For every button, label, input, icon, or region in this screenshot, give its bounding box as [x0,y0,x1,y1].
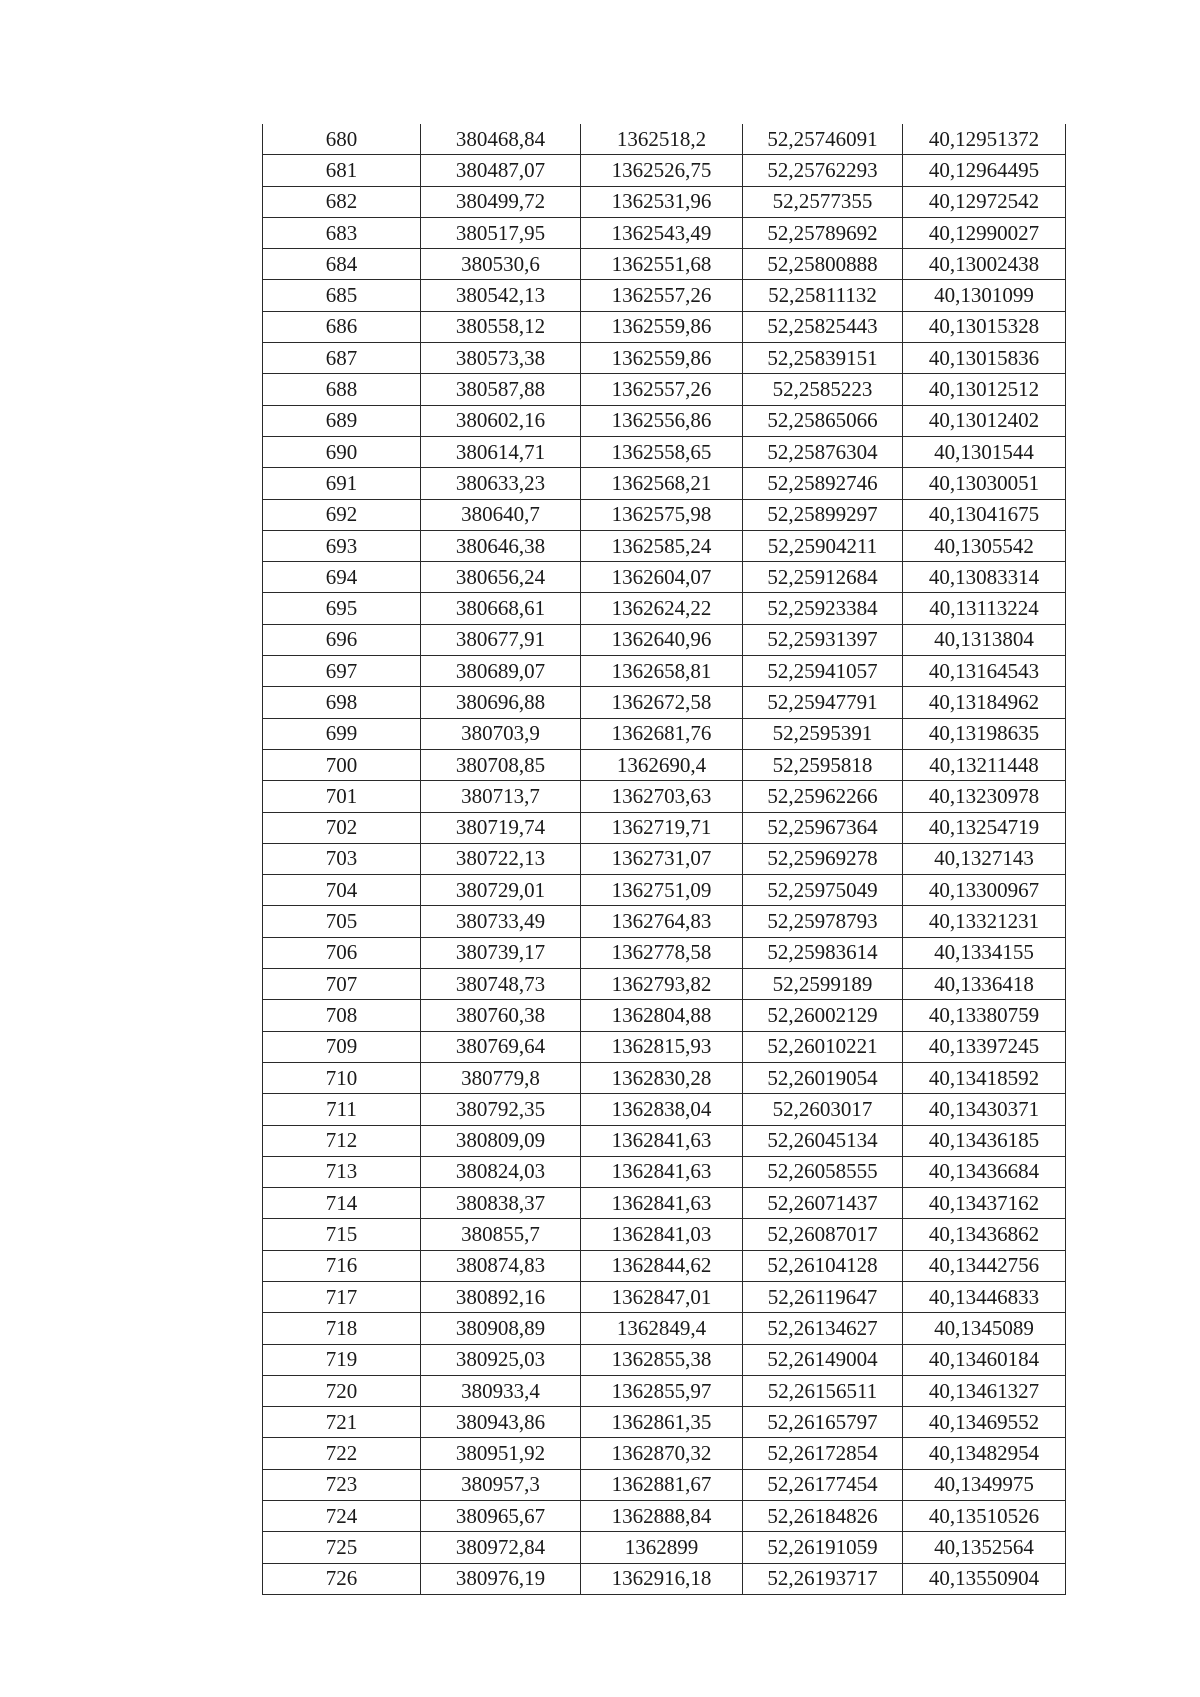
coordinates-table [262,124,1066,1595]
x-coordinate-cell: 380573,38 [421,343,581,374]
point-number-cell: 722 [263,1438,421,1469]
table-row [263,1438,1066,1469]
longitude-cell: 40,1334155 [903,937,1066,968]
x-coordinate-cell: 380530,6 [421,249,581,280]
y-coordinate-cell: 1362855,97 [581,1375,743,1406]
x-coordinate-cell: 380602,16 [421,405,581,436]
x-coordinate-cell: 380722,13 [421,843,581,874]
point-number-cell: 694 [263,562,421,593]
y-coordinate-cell: 1362672,58 [581,687,743,718]
table-row [263,530,1066,561]
latitude-cell: 52,25975049 [743,875,903,906]
longitude-cell: 40,12972542 [903,186,1066,217]
longitude-cell: 40,13460184 [903,1344,1066,1375]
longitude-cell: 40,13002438 [903,249,1066,280]
table-row [263,624,1066,655]
table-row [263,1156,1066,1187]
y-coordinate-cell: 1362557,26 [581,374,743,405]
latitude-cell: 52,25811132 [743,280,903,311]
point-number-cell: 724 [263,1501,421,1532]
latitude-cell: 52,25746091 [743,124,903,155]
table-row [263,937,1066,968]
point-number-cell: 721 [263,1407,421,1438]
point-number-cell: 720 [263,1375,421,1406]
x-coordinate-cell: 380640,7 [421,499,581,530]
point-number-cell: 685 [263,280,421,311]
longitude-cell: 40,13113224 [903,593,1066,624]
latitude-cell: 52,25789692 [743,217,903,248]
table-row [263,1501,1066,1532]
table-row [263,1344,1066,1375]
latitude-cell: 52,2599189 [743,969,903,1000]
table-row [263,562,1066,593]
x-coordinate-cell: 380824,03 [421,1156,581,1187]
point-number-cell: 710 [263,1062,421,1093]
longitude-cell: 40,12951372 [903,124,1066,155]
x-coordinate-cell: 380542,13 [421,280,581,311]
y-coordinate-cell: 1362830,28 [581,1062,743,1093]
latitude-cell: 52,26010221 [743,1031,903,1062]
y-coordinate-cell: 1362518,2 [581,124,743,155]
y-coordinate-cell: 1362703,63 [581,781,743,812]
latitude-cell: 52,2595391 [743,718,903,749]
latitude-cell: 52,25923384 [743,593,903,624]
x-coordinate-cell: 380965,67 [421,1501,581,1532]
longitude-cell: 40,1345089 [903,1313,1066,1344]
latitude-cell: 52,25978793 [743,906,903,937]
point-number-cell: 702 [263,812,421,843]
longitude-cell: 40,1301099 [903,280,1066,311]
longitude-cell: 40,1349975 [903,1469,1066,1500]
latitude-cell: 52,25941057 [743,656,903,687]
table-row [263,217,1066,248]
table-row [263,249,1066,280]
table-row [263,343,1066,374]
y-coordinate-cell: 1362543,49 [581,217,743,248]
latitude-cell: 52,25876304 [743,436,903,467]
longitude-cell: 40,13380759 [903,1000,1066,1031]
table-row [263,812,1066,843]
point-number-cell: 684 [263,249,421,280]
y-coordinate-cell: 1362751,09 [581,875,743,906]
x-coordinate-cell: 380558,12 [421,311,581,342]
longitude-cell: 40,1301544 [903,436,1066,467]
latitude-cell: 52,25800888 [743,249,903,280]
latitude-cell: 52,2595818 [743,749,903,780]
point-number-cell: 719 [263,1344,421,1375]
point-number-cell: 686 [263,311,421,342]
x-coordinate-cell: 380951,92 [421,1438,581,1469]
y-coordinate-cell: 1362804,88 [581,1000,743,1031]
table-row [263,1219,1066,1250]
point-number-cell: 714 [263,1188,421,1219]
y-coordinate-cell: 1362855,38 [581,1344,743,1375]
point-number-cell: 725 [263,1532,421,1563]
point-number-cell: 705 [263,906,421,937]
longitude-cell: 40,13184962 [903,687,1066,718]
latitude-cell: 52,26177454 [743,1469,903,1500]
point-number-cell: 711 [263,1094,421,1125]
y-coordinate-cell: 1362861,35 [581,1407,743,1438]
table-row [263,1062,1066,1093]
latitude-cell: 52,25962266 [743,781,903,812]
table-row [263,687,1066,718]
point-number-cell: 718 [263,1313,421,1344]
x-coordinate-cell: 380713,7 [421,781,581,812]
table-row [263,875,1066,906]
x-coordinate-cell: 380689,07 [421,656,581,687]
latitude-cell: 52,26134627 [743,1313,903,1344]
y-coordinate-cell: 1362764,83 [581,906,743,937]
longitude-cell: 40,13083314 [903,562,1066,593]
latitude-cell: 52,25839151 [743,343,903,374]
point-number-cell: 682 [263,186,421,217]
latitude-cell: 52,26019054 [743,1062,903,1093]
longitude-cell: 40,13198635 [903,718,1066,749]
longitude-cell: 40,13469552 [903,1407,1066,1438]
point-number-cell: 723 [263,1469,421,1500]
x-coordinate-cell: 380838,37 [421,1188,581,1219]
y-coordinate-cell: 1362559,86 [581,311,743,342]
longitude-cell: 40,13012402 [903,405,1066,436]
point-number-cell: 713 [263,1156,421,1187]
point-number-cell: 701 [263,781,421,812]
longitude-cell: 40,13030051 [903,468,1066,499]
y-coordinate-cell: 1362899 [581,1532,743,1563]
x-coordinate-cell: 380729,01 [421,875,581,906]
latitude-cell: 52,26149004 [743,1344,903,1375]
latitude-cell: 52,26165797 [743,1407,903,1438]
point-number-cell: 691 [263,468,421,499]
table-row [263,499,1066,530]
y-coordinate-cell: 1362841,03 [581,1219,743,1250]
latitude-cell: 52,26087017 [743,1219,903,1250]
y-coordinate-cell: 1362731,07 [581,843,743,874]
latitude-cell: 52,26172854 [743,1438,903,1469]
y-coordinate-cell: 1362568,21 [581,468,743,499]
y-coordinate-cell: 1362558,65 [581,436,743,467]
y-coordinate-cell: 1362690,4 [581,749,743,780]
longitude-cell: 40,13015836 [903,343,1066,374]
point-number-cell: 726 [263,1563,421,1594]
x-coordinate-cell: 380925,03 [421,1344,581,1375]
table-row [263,1000,1066,1031]
x-coordinate-cell: 380739,17 [421,937,581,968]
y-coordinate-cell: 1362888,84 [581,1501,743,1532]
y-coordinate-cell: 1362556,86 [581,405,743,436]
longitude-cell: 40,13437162 [903,1188,1066,1219]
y-coordinate-cell: 1362916,18 [581,1563,743,1594]
x-coordinate-cell: 380943,86 [421,1407,581,1438]
longitude-cell: 40,13397245 [903,1031,1066,1062]
y-coordinate-cell: 1362526,75 [581,155,743,186]
longitude-cell: 40,13164543 [903,656,1066,687]
x-coordinate-cell: 380892,16 [421,1281,581,1312]
x-coordinate-cell: 380656,24 [421,562,581,593]
latitude-cell: 52,26184826 [743,1501,903,1532]
table-row [263,781,1066,812]
longitude-cell: 40,13446833 [903,1281,1066,1312]
y-coordinate-cell: 1362551,68 [581,249,743,280]
longitude-cell: 40,13461327 [903,1375,1066,1406]
y-coordinate-cell: 1362640,96 [581,624,743,655]
latitude-cell: 52,25931397 [743,624,903,655]
point-number-cell: 692 [263,499,421,530]
point-number-cell: 690 [263,436,421,467]
point-number-cell: 717 [263,1281,421,1312]
table-row [263,1281,1066,1312]
x-coordinate-cell: 380614,71 [421,436,581,467]
longitude-cell: 40,13430371 [903,1094,1066,1125]
latitude-cell: 52,26193717 [743,1563,903,1594]
point-number-cell: 704 [263,875,421,906]
latitude-cell: 52,25947791 [743,687,903,718]
table-row [263,749,1066,780]
point-number-cell: 703 [263,843,421,874]
latitude-cell: 52,25904211 [743,530,903,561]
y-coordinate-cell: 1362624,22 [581,593,743,624]
point-number-cell: 681 [263,155,421,186]
latitude-cell: 52,25899297 [743,499,903,530]
y-coordinate-cell: 1362559,86 [581,343,743,374]
table-row [263,843,1066,874]
latitude-cell: 52,2585223 [743,374,903,405]
x-coordinate-cell: 380748,73 [421,969,581,1000]
longitude-cell: 40,13550904 [903,1563,1066,1594]
longitude-cell: 40,13012512 [903,374,1066,405]
y-coordinate-cell: 1362849,4 [581,1313,743,1344]
longitude-cell: 40,13015328 [903,311,1066,342]
x-coordinate-cell: 380792,35 [421,1094,581,1125]
table-row [263,656,1066,687]
table-row [263,969,1066,1000]
point-number-cell: 689 [263,405,421,436]
y-coordinate-cell: 1362778,58 [581,937,743,968]
longitude-cell: 40,13254719 [903,812,1066,843]
table-row [263,1031,1066,1062]
table-row [263,1188,1066,1219]
x-coordinate-cell: 380677,91 [421,624,581,655]
x-coordinate-cell: 380933,4 [421,1375,581,1406]
x-coordinate-cell: 380779,8 [421,1062,581,1093]
x-coordinate-cell: 380972,84 [421,1532,581,1563]
longitude-cell: 40,1336418 [903,969,1066,1000]
y-coordinate-cell: 1362815,93 [581,1031,743,1062]
point-number-cell: 687 [263,343,421,374]
table-row [263,1407,1066,1438]
point-number-cell: 712 [263,1125,421,1156]
latitude-cell: 52,25983614 [743,937,903,968]
y-coordinate-cell: 1362841,63 [581,1125,743,1156]
x-coordinate-cell: 380809,09 [421,1125,581,1156]
table-row [263,405,1066,436]
table-row [263,1313,1066,1344]
table-row [263,1125,1066,1156]
y-coordinate-cell: 1362681,76 [581,718,743,749]
latitude-cell: 52,26058555 [743,1156,903,1187]
table-row [263,593,1066,624]
table-row [263,186,1066,217]
latitude-cell: 52,26104128 [743,1250,903,1281]
longitude-cell: 40,13482954 [903,1438,1066,1469]
longitude-cell: 40,13510526 [903,1501,1066,1532]
y-coordinate-cell: 1362585,24 [581,530,743,561]
y-coordinate-cell: 1362719,71 [581,812,743,843]
latitude-cell: 52,25912684 [743,562,903,593]
point-number-cell: 693 [263,530,421,561]
point-number-cell: 715 [263,1219,421,1250]
y-coordinate-cell: 1362841,63 [581,1188,743,1219]
table-row [263,1532,1066,1563]
y-coordinate-cell: 1362604,07 [581,562,743,593]
table-row [263,124,1066,155]
table-row [263,1469,1066,1500]
table-row [263,718,1066,749]
latitude-cell: 52,25892746 [743,468,903,499]
latitude-cell: 52,26045134 [743,1125,903,1156]
point-number-cell: 700 [263,749,421,780]
y-coordinate-cell: 1362557,26 [581,280,743,311]
point-number-cell: 697 [263,656,421,687]
point-number-cell: 707 [263,969,421,1000]
table-row [263,1563,1066,1594]
longitude-cell: 40,1313804 [903,624,1066,655]
x-coordinate-cell: 380719,74 [421,812,581,843]
latitude-cell: 52,26191059 [743,1532,903,1563]
point-number-cell: 680 [263,124,421,155]
x-coordinate-cell: 380487,07 [421,155,581,186]
x-coordinate-cell: 380957,3 [421,1469,581,1500]
table-row [263,155,1066,186]
longitude-cell: 40,13321231 [903,906,1066,937]
latitude-cell: 52,26071437 [743,1188,903,1219]
x-coordinate-cell: 380708,85 [421,749,581,780]
point-number-cell: 698 [263,687,421,718]
table-row [263,906,1066,937]
point-number-cell: 708 [263,1000,421,1031]
table-row [263,374,1066,405]
longitude-cell: 40,13211448 [903,749,1066,780]
longitude-cell: 40,13436684 [903,1156,1066,1187]
x-coordinate-cell: 380874,83 [421,1250,581,1281]
table-row [263,436,1066,467]
x-coordinate-cell: 380769,64 [421,1031,581,1062]
table-row [263,1375,1066,1406]
x-coordinate-cell: 380733,49 [421,906,581,937]
latitude-cell: 52,2603017 [743,1094,903,1125]
longitude-cell: 40,13041675 [903,499,1066,530]
x-coordinate-cell: 380646,38 [421,530,581,561]
x-coordinate-cell: 380668,61 [421,593,581,624]
latitude-cell: 52,25762293 [743,155,903,186]
x-coordinate-cell: 380633,23 [421,468,581,499]
point-number-cell: 709 [263,1031,421,1062]
x-coordinate-cell: 380517,95 [421,217,581,248]
coordinates-table-body [263,124,1066,1594]
point-number-cell: 683 [263,217,421,248]
x-coordinate-cell: 380908,89 [421,1313,581,1344]
table-row [263,1250,1066,1281]
point-number-cell: 695 [263,593,421,624]
x-coordinate-cell: 380760,38 [421,1000,581,1031]
x-coordinate-cell: 380976,19 [421,1563,581,1594]
longitude-cell: 40,13442756 [903,1250,1066,1281]
y-coordinate-cell: 1362844,62 [581,1250,743,1281]
point-number-cell: 716 [263,1250,421,1281]
x-coordinate-cell: 380855,7 [421,1219,581,1250]
table-row [263,311,1066,342]
point-number-cell: 699 [263,718,421,749]
y-coordinate-cell: 1362841,63 [581,1156,743,1187]
longitude-cell: 40,13418592 [903,1062,1066,1093]
y-coordinate-cell: 1362793,82 [581,969,743,1000]
y-coordinate-cell: 1362575,98 [581,499,743,530]
longitude-cell: 40,1305542 [903,530,1066,561]
x-coordinate-cell: 380587,88 [421,374,581,405]
longitude-cell: 40,13300967 [903,875,1066,906]
x-coordinate-cell: 380468,84 [421,124,581,155]
table-row [263,1094,1066,1125]
longitude-cell: 40,12990027 [903,217,1066,248]
latitude-cell: 52,2577355 [743,186,903,217]
y-coordinate-cell: 1362881,67 [581,1469,743,1500]
table-row [263,280,1066,311]
point-number-cell: 706 [263,937,421,968]
x-coordinate-cell: 380499,72 [421,186,581,217]
x-coordinate-cell: 380703,9 [421,718,581,749]
latitude-cell: 52,25825443 [743,311,903,342]
x-coordinate-cell: 380696,88 [421,687,581,718]
point-number-cell: 688 [263,374,421,405]
y-coordinate-cell: 1362531,96 [581,186,743,217]
longitude-cell: 40,13436862 [903,1219,1066,1250]
y-coordinate-cell: 1362870,32 [581,1438,743,1469]
latitude-cell: 52,26156511 [743,1375,903,1406]
longitude-cell: 40,1327143 [903,843,1066,874]
latitude-cell: 52,25969278 [743,843,903,874]
longitude-cell: 40,13436185 [903,1125,1066,1156]
longitude-cell: 40,1352564 [903,1532,1066,1563]
y-coordinate-cell: 1362847,01 [581,1281,743,1312]
point-number-cell: 696 [263,624,421,655]
latitude-cell: 52,26119647 [743,1281,903,1312]
longitude-cell: 40,13230978 [903,781,1066,812]
y-coordinate-cell: 1362838,04 [581,1094,743,1125]
latitude-cell: 52,26002129 [743,1000,903,1031]
latitude-cell: 52,25865066 [743,405,903,436]
y-coordinate-cell: 1362658,81 [581,656,743,687]
table-row [263,468,1066,499]
latitude-cell: 52,25967364 [743,812,903,843]
longitude-cell: 40,12964495 [903,155,1066,186]
